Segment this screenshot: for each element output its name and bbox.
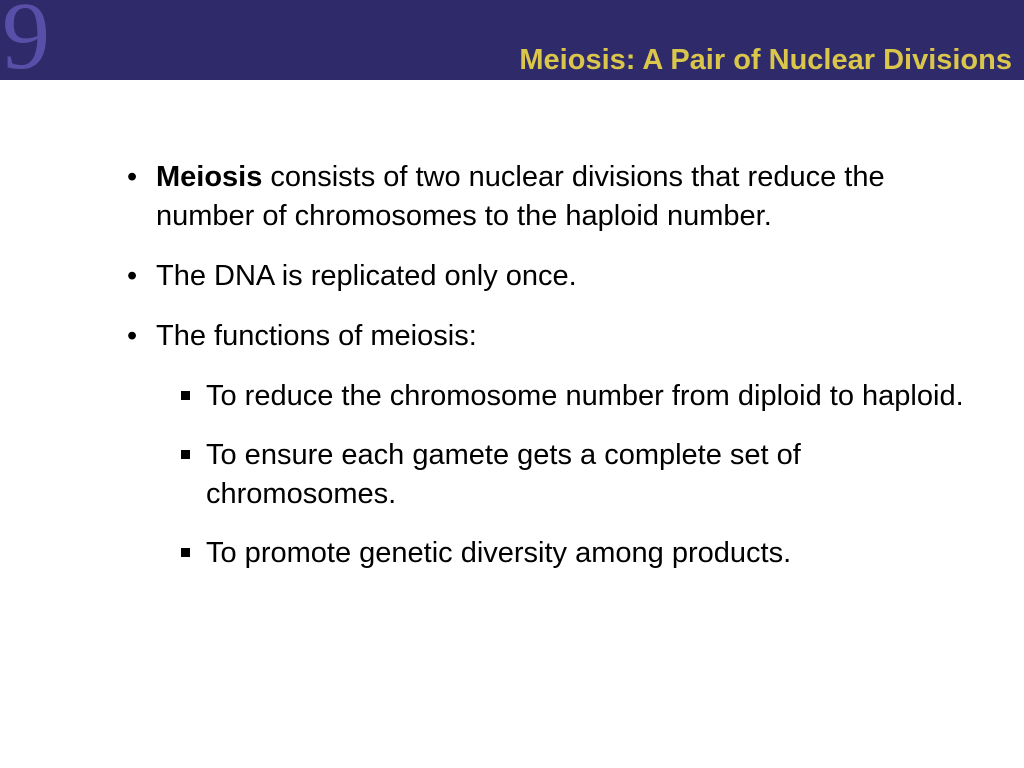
round-bullet-icon: •: [127, 260, 138, 292]
bullet-dna-replication: [127, 257, 987, 296]
square-bullet-icon: [181, 548, 190, 557]
bullet-text: The DNA is replicated only once.: [156, 260, 577, 292]
sub-bullet-text: To reduce the chromosome number from diploid to haploid.: [206, 380, 964, 412]
sub-bullet-genetic-diversity: [179, 534, 987, 573]
slide-header: [0, 0, 1024, 89]
round-bullet-icon: •: [127, 320, 138, 352]
bullet-text: consists of two nuclear divisions that reduce the number of chromosomes to the haploid number.: [156, 161, 885, 232]
slide-title: Meiosis: A Pair of Nuclear Divisions: [519, 44, 1012, 76]
round-bullet-icon: •: [127, 161, 138, 193]
sub-bullet-text: To ensure each gamete gets a complete set of chromosomes.: [206, 439, 801, 510]
square-bullet-icon: [181, 450, 190, 459]
bullet-term: Meiosis: [156, 161, 263, 193]
sub-bullet-reduce-chromosomes: [179, 377, 987, 416]
sub-bullet-text: To promote genetic diversity among products.: [206, 537, 792, 569]
bullet-functions-heading: [127, 317, 987, 356]
square-bullet-icon: [181, 391, 190, 400]
bullet-meiosis-definition: [127, 158, 987, 236]
chapter-number: 9: [2, 0, 50, 89]
sub-bullet-complete-set: [179, 436, 987, 514]
slide-content: [127, 158, 987, 593]
bullet-text: The functions of meiosis:: [156, 320, 477, 352]
